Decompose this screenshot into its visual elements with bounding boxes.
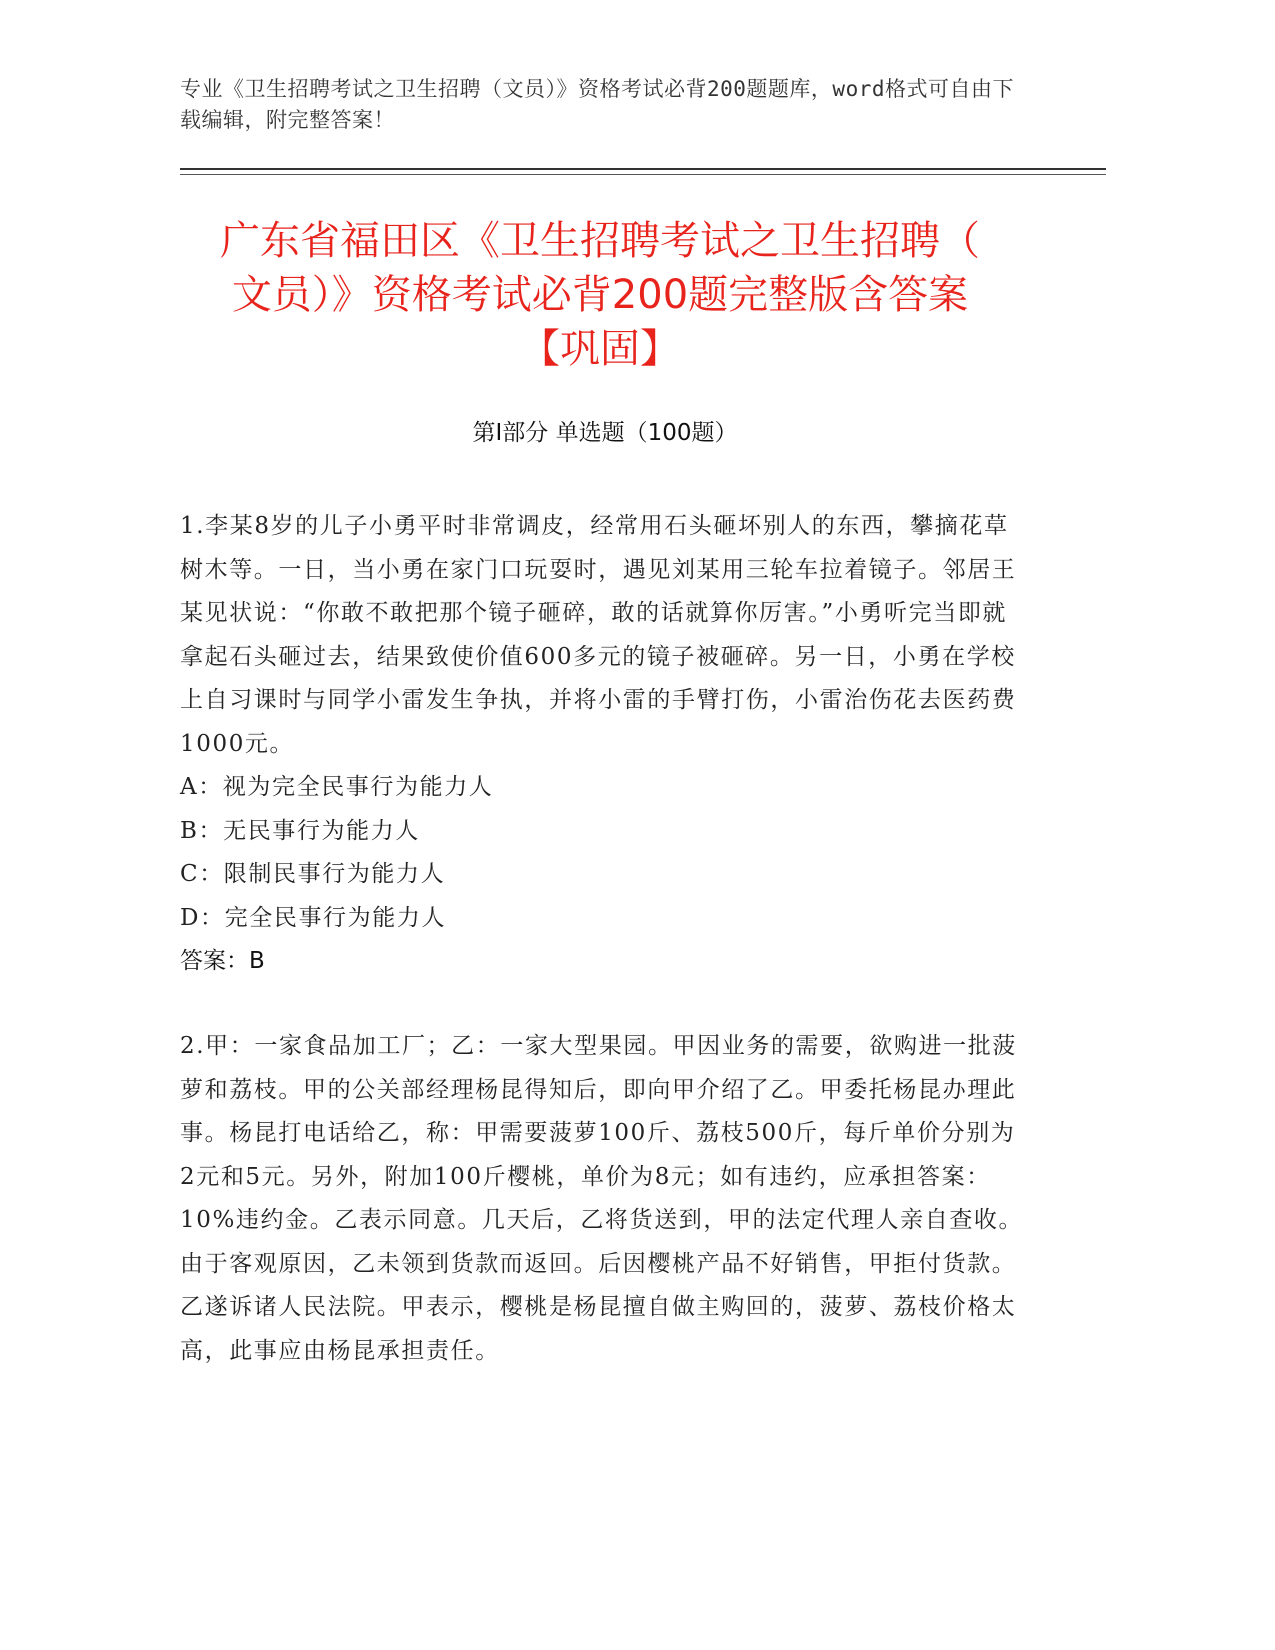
header-rule-thin [180,174,1106,175]
option-a: A：视为完全民事行为能力人 [180,774,494,800]
header-rule-thick [180,168,1106,170]
option-b: B：无民事行为能力人 [180,817,420,844]
option-c: C：限制民事行为能力人 [180,861,446,887]
document-title [170,214,1030,376]
section-title: 第I部分 单选题（100题） [472,420,738,446]
question-stem: 1.李某8岁的儿子小勇平时非常调皮，经常用石头砸坏别人的东西，攀摘花草树木等。一日，当小勇在家门口玩耍时，遇见刘某用三轮车拉着镜子。邻居王某见状说：“你敢不敢把那个镜子砸碎，敢的话就算你厉害。”小勇听完当即就拿起石头砸过去，结果致使价值600多元的镜子被砸碎。另一日，小勇在学校上自习课时与同学小雷发生争执，并将小雷的手臂打伤，小雷治伤花去医药费1000元。 [180,513,1017,757]
title-line-1: 广东省福田区《卫生招聘考试之卫生招聘（ [220,218,980,264]
option-d: D：完全民事行为能力人 [180,904,447,931]
header-note: 专业《卫生招聘考试之卫生招聘（文员）》资格考试必背200题题库，word格式可自由下载编辑，附完整答案！ [180,77,1014,132]
question-1 [180,505,1030,984]
answer-label: 答案：B [180,948,265,974]
title-line-2: 文员）》资格考试必背200题完整版含答案 [231,272,969,318]
question-2 [180,1025,1030,1373]
question-stem: 2.甲：一家食品加工厂；乙：一家大型果园。甲因业务的需要，欲购进一批菠萝和荔枝。甲的公关部经理杨昆得知后，即向甲介绍了乙。甲委托杨昆办理此事。杨昆打电话给乙，称：甲需要菠萝100斤、荔枝500斤，每斤单价分别为2元和5元。另外，附加100斤樱桃，单价为8元；如有违约，应承担答案：10%违约金。乙表示同意。几天后，乙将货送到，甲的法定代理人亲自查收。由于客观原因，乙未领到货款而返回。后因樱桃产品不好销售，甲拒付货款。乙遂诉诸人民法院。甲表示，樱桃是杨昆擅自做主购回的，菠萝、荔枝价格太高，此事应由杨昆承担责任。 [180,1033,1024,1364]
title-line-3: 【巩固】 [520,326,680,372]
